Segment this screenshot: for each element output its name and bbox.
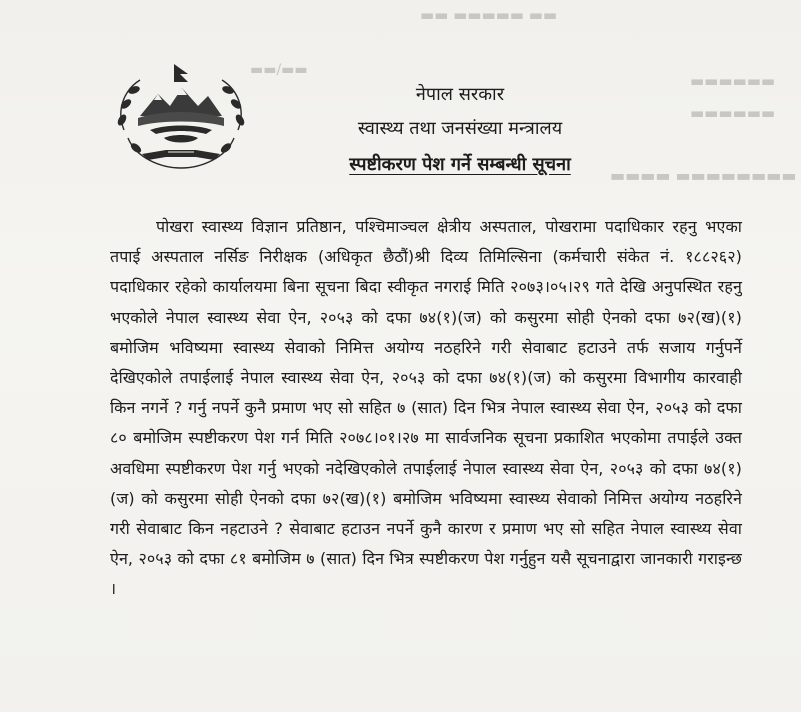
show-through-mark: ▬▬ ▬▬▬▬▬ ▬▬ — [420, 6, 558, 24]
show-through-mark: ▬▬▬▬▬▬ — [690, 104, 776, 122]
show-through-mark: ▬▬/▬▬ — [250, 62, 308, 78]
ministry-name: स्वास्थ्य तथा जनसंख्या मन्त्रालय — [357, 118, 563, 139]
show-through-mark: ▬▬▬▬▬▬ — [690, 72, 776, 90]
notice-title: स्पष्टीकरण पेश गर्ने सम्बन्धी सूचना — [349, 154, 571, 175]
notice-body: पोखरा स्वास्थ्य विज्ञान प्रतिष्ठान, पश्चिमाञ्चल क्षेत्रीय अस्पताल, पोखरामा पदाधिकार रहनु भएका तपाई अस्पताल नर्सिङ निरीक्षक (अधिकृत छैठौं)श्री दिव्य तिमिल्सिना (कर्मचारी संकेत नं. १८८२६२) पदाधिकार रहेको कार्यालयमा बिना सूचना बिदा स्वीकृत नगराई मिति २०७३।०५।२९ गते देखि अनुपस्थित रहनु भएकोले नेपाल स्वास्थ्य सेवा ऐन, २०५३ को दफा ७४(१)(ज) को कसुरमा सोही ऐनको दफा ७२(ख)(१) बमोजिम भविष्यमा स्वास्थ्य सेवाको निमित्त अयोग्य नठहरिने गरी सेवाबाट हटाउने तर्फ सजाय गर्नुपर्ने देखिएकोले तपाईलाई नेपाल स्वास्थ्य सेवा ऐन, २०५३ को दफा ७४(१)(ज) को कसुरमा विभागीय कारवाही किन नगर्ने ? गर्नु नपर्ने कुनै प्रमाण भए सो सहित ७ (सात) दिन भित्र नेपाल स्वास्थ्य सेवा ऐन, २०५३ को दफा ८० बमोजिम स्पष्टीकरण पेश गर्न मिति २०७८।०१।२७ मा सार्वजनिक सूचना प्रकाशित भएकोमा तपाईले उक्त अवधिमा स्पष्टीकरण पेश गर्नु भएको नदेखिएकोले तपाईलाई नेपाल स्वास्थ्य सेवा ऐन, २०५३ को दफा ७४(१)(ज) को कसुरमा सोही ऐनको दफा ७२(ख)(१) बमोजिम भविष्यमा स्वास्थ्य सेवाको निमित्त अयोग्य नठहरिने गरी सेवाबाट किन नहटाउने ? सेवाबाट हटाउन नपर्ने कुनै कारण र प्रमाण भए सो सहित नेपाल स्वास्थ्य सेवा ऐन, २०५३ को दफा ८१ बमोजिम ७ (सात) दिन भित्र स्पष्टीकरण पेश गर्नुहुन यसै सूचनाद्वारा जानकारी गराइन्छ । — [110, 217, 742, 599]
government-name: नेपाल सरकार — [415, 84, 505, 105]
show-through-mark: ▬▬▬▬ ▬▬▬▬▬▬▬▬ — [610, 166, 797, 185]
nepal-government-emblem-icon — [106, 60, 256, 178]
